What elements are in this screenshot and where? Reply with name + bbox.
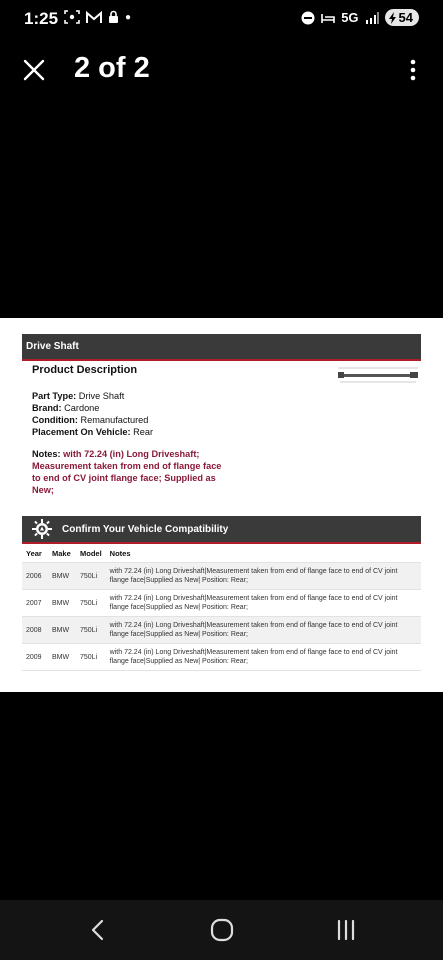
spec-condition: Condition: Remanufactured [32, 415, 149, 425]
spec-part-type: Part Type: Drive Shaft [32, 391, 125, 401]
viewer-toolbar [0, 38, 443, 102]
col-year: Year [26, 548, 42, 558]
notes-text: with 72.24 (in) Long Driveshaft; Measurement taken from end of flange face to end of CV joint flange face; Supplied as New; [32, 449, 222, 495]
home-icon[interactable] [208, 916, 236, 944]
drive-shaft-banner [22, 334, 421, 361]
table-row: 2009 BMW 750Li with 72.24 (in) Long Driveshaft|Measurement taken from end of flange face to end of CV joint flange face|Supplied as New| Position: Rear; [22, 644, 421, 671]
page-counter: 2 of 2 [74, 52, 150, 84]
col-model: Model [80, 548, 102, 558]
lock-icon [108, 10, 119, 24]
recents-icon[interactable] [332, 916, 360, 944]
dot-icon: ● [125, 11, 132, 23]
more-vert-icon[interactable] [403, 58, 423, 82]
charging-icon [389, 12, 397, 24]
product-image[interactable] [0, 318, 443, 692]
gmail-icon [86, 11, 102, 24]
gear-icon [32, 519, 52, 539]
compatibility-banner [22, 516, 421, 544]
system-nav-bar [0, 900, 443, 960]
banner-title: Drive Shaft [26, 341, 79, 352]
back-icon[interactable] [84, 916, 112, 944]
spec-placement: Placement On Vehicle: Rear [32, 427, 154, 437]
spec-list [32, 390, 153, 438]
drive-shaft-diagram-icon [336, 364, 420, 388]
product-notes [32, 448, 222, 496]
battery-level: 54 [398, 10, 413, 25]
status-bar [0, 0, 443, 38]
dnd-icon [301, 11, 315, 25]
table-row: 2008 BMW 750Li with 72.24 (in) Long Driveshaft|Measurement taken from end of flange face to end of CV joint flange face|Supplied as New| Position: Rear; [22, 617, 421, 644]
table-row: 2007 BMW 750Li with 72.24 (in) Long Driveshaft|Measurement taken from end of flange face to end of CV joint flange face|Supplied as New| Position: Rear; [22, 590, 421, 617]
notes-label: Notes: [32, 449, 61, 459]
compatibility-table [22, 544, 421, 671]
close-icon[interactable] [22, 58, 46, 82]
alarm-bed-icon [321, 12, 335, 24]
battery-indicator [385, 9, 419, 26]
network-type: 5G [341, 10, 359, 25]
col-make: Make [52, 548, 71, 558]
spec-brand: Brand: Cardone [32, 403, 100, 413]
col-notes: Notes [109, 548, 131, 558]
table-row: 2006 BMW 750Li with 72.24 (in) Long Driveshaft|Measurement taken from end of flange face to end of CV joint flange face|Supplied as New| Position: Rear; [22, 563, 421, 590]
status-time: 1:25 [24, 9, 59, 28]
signal-icon [365, 12, 379, 24]
compatibility-title: Confirm Your Vehicle Compatibility [62, 524, 229, 535]
screenshot-icon [64, 10, 80, 24]
product-description-heading: Product Description [32, 364, 138, 376]
